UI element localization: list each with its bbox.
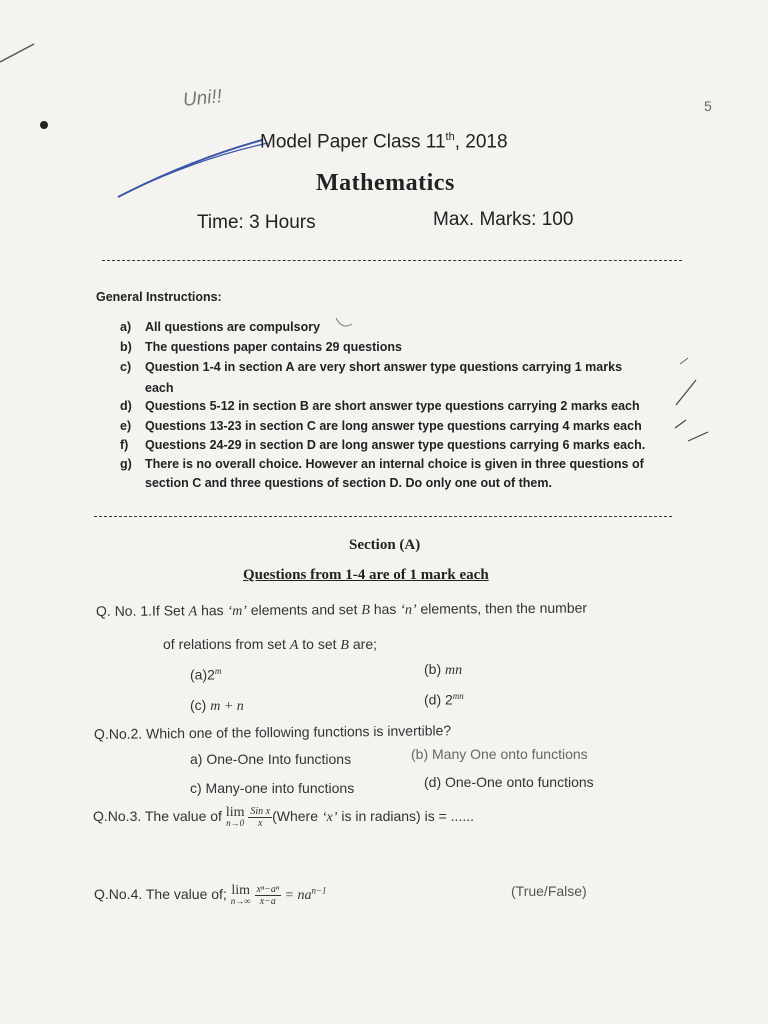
- question-3: Q.No.3. The value of lim n→0 $\frac{\text{Sin x}}{x}(Where$ ‘x’ is in radians) is = ......: [93, 804, 475, 829]
- q1-option-c: (c) m + n: [190, 697, 244, 714]
- instruction-g: g) There is no overall choice. However an internal choice is given in three questions of: [120, 457, 644, 471]
- instruction-c: c) Question 1-4 in section A are very short answer type questions carrying 1 marks: [120, 360, 623, 374]
- q2-option-a: a) One-One Into functions: [190, 751, 352, 767]
- divider-bottom: [94, 516, 672, 517]
- q4-fraction: $\frac{\text{xⁿ−aⁿ}}{x-a}$: [256, 884, 280, 907]
- q4-limit: lim n→∞: [230, 882, 251, 906]
- handwritten-corner-mark: 5: [704, 98, 712, 114]
- q3-limit: lim n→0: [225, 804, 245, 828]
- q2-option-c: c) Many-one into functions: [190, 780, 355, 796]
- instruction-f: f) Questions 24-29 in section D are long answer type questions carrying 6 marks each.: [120, 438, 646, 452]
- max-marks-label: Max. Marks: 100: [433, 209, 574, 230]
- paper-title: Model Paper Class 11th, 2018: [260, 131, 508, 153]
- title-superscript: th: [445, 131, 455, 143]
- section-title: Section (A): [349, 537, 421, 553]
- q2-option-d: (d) One-One onto functions: [424, 774, 594, 790]
- q1-option-b: (b) mn: [424, 661, 463, 678]
- question-1-line-2: of relations from set A to set B are;: [163, 636, 377, 653]
- q3-fraction: $\frac{\text{Sin x}}{x}$: [250, 806, 271, 829]
- instructions-heading: General Instructions:: [96, 290, 222, 304]
- q1-option-a: (a)2$^m$: [190, 666, 222, 683]
- instruction-b: b) The questions paper contains 29 questions: [120, 340, 402, 354]
- instruction-c-continued: each: [145, 381, 174, 395]
- time-label: Time: 3 Hours: [197, 212, 316, 233]
- q4-true-false: (True/False): [511, 883, 587, 899]
- instruction-g-continued: section C and three questions of section D. Do only one out of them.: [145, 476, 552, 490]
- divider-top: [102, 260, 682, 261]
- question-4: Q.No.4. The value of; lim n→∞ $\frac{\text{xⁿ−aⁿ}}{x-a} = na^{n-1}$: [94, 882, 327, 907]
- handwritten-note: Uni!!: [181, 86, 224, 111]
- instruction-e: e) Questions 13-23 in section C are long answer type questions carrying 4 marks each: [120, 419, 642, 433]
- instruction-d: d) Questions 5-12 in section B are short answer type questions carrying 2 marks each: [120, 399, 640, 413]
- section-subtitle: Questions from 1-4 are of 1 mark each: [243, 567, 489, 583]
- q2-option-b: (b) Many One onto functions: [411, 746, 588, 762]
- subject-title: Mathematics: [316, 170, 455, 196]
- question-2: Q.No.2. Which one of the following functions is invertible?: [93, 722, 452, 742]
- q1-option-d: (d) $2^{mn}$: [424, 691, 464, 708]
- instruction-a: a) All questions are compulsory: [120, 320, 321, 334]
- question-1: Q. No. 1.If Set A has ‘m’ elements and set B has ‘n’ elements, then the number: [95, 599, 588, 620]
